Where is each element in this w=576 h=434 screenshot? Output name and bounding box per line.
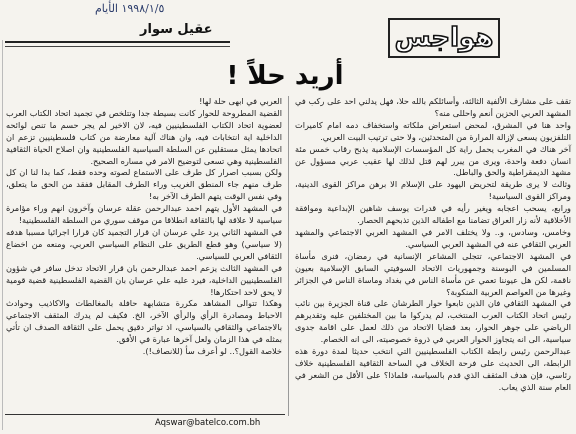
paragraph: وثالث لا يرى طريقة لتحريض اليهود على الإسلام الا برهن مراكز القوى الدينية، ومراكز القوى السياسية! — [295, 179, 571, 202]
paragraph: في المشهد الأول يتهم احمد عبدالرحمن عقلة عرسان وآخرون انهم وراء مؤامرة سياسية لا علاقة لها بالثقافة انطلاقا من موقف سوري من السلطة الفلسطينية! — [6, 203, 282, 226]
paragraph: في المشهد الثقافي فان الذين تابعوا حوار الطرشان على قناة الجزيرة بين نائب رئيس اتحاد الكتاب العرب المنتخب، لم يدركوا ما بين المختلفين عليه وتقديرهم الرياضي على جوهر الحوار، بعد قضايا الاتحاد من ذلك لعمل على اقامة جدوى سياسية، الى انه يتجاوز الحوار العربي في ذروة خصوصيته، الى انه الخصام. — [295, 298, 571, 345]
article-column-left — [6, 96, 282, 358]
paragraph: وخامس، وسادس، و.. ولا يختلف الامر في المشهد العربي الاجتماعي والمشهد العربي الثقافي عنه في المشهد العربي السياسي. — [295, 226, 571, 249]
paragraph: عبدالرحمن رئيس رابطة الكتاب الفلسطينيين التي انتخب حديثا لمدة دورة هذه الرابطة، الى الحديث على فرحة الخلاف في الساحة الثقافية الفلسطينية خلاف رئاسي، فإن هدف المثقف الذي قدم بالسياسة، فلماذا؟ على الأقل من الشعر في العام سنة الذي يعاب. — [295, 346, 571, 392]
column-name: هواجس — [394, 23, 494, 53]
paragraph: في المشهد الاجتماعي، تتجلى المشاعر الإنسانية في رمضان، فنرى مأساة المسلمين في البوسنة وجمهوريات الاتحاد السوفيتي السابق الإسلامية بعيون ناقمة، لكن هل عيوننا تعمي عن مأساة الناس في بغداد وماساة الناس في الجزائر وغيرها من العواصم العربية المنكوبة؟ — [295, 250, 571, 297]
paragraph: القضية المطروحة للحوار كانت بسيطة جدا وتتلخص في تجميد اتحاد الكتاب العرب لعضوية اتحاد الكتاب الفلسطينيين فيه، لان الاخير لم يجر حسم ما تنص لوائحه الداخلية اية انتخابات فيه، وان هناك آلية معارضة من كتاب فلسطينيين تزعم ان اتحادها يمثل مستقلين عن السلطة السياسية الفلسطينية وان اصلاح الحياة الثقافية الفلسطينية وهي تسعى لتوضيح الامر في مساره الصحيح. — [6, 107, 282, 166]
headline-block — [195, 58, 375, 94]
page-edge-rule — [2, 40, 3, 430]
paragraph: تقف على مشارف الألفية الثالثة، وأسائلكم بالله حلا، فهل يدلني احد على ركب في المشهد العربي الحزين أنعم واحللى منه؟ — [295, 96, 571, 118]
paragraph: خلاصة القول؟.. لو أعرف سأ (للانصاف!). — [142, 346, 282, 357]
column-separator — [288, 96, 289, 416]
handwritten-date: ١٩٩٨/١/٥ الأيام — [95, 2, 165, 15]
paragraph: ورابع، يسحب اعجابه ويغير رأيه في قدرات يوسف شاهين الإبداعية وموافقة الأخلاقية لأنه زار العراق تضامنا مع اطفاله الذين تذبحهم الحصار. — [295, 203, 571, 226]
paragraph: آخر هناك في المغرب يحمل راية كل المؤسسات الإسلامية يذبح رقاب خمس مئة انسان دفعة واحدة، ويرى من يبرر لهم قتل لذلك لها عقيب عربي مسؤول عن مشهد الديمقراطية والحق والباطل. — [295, 143, 571, 178]
paragraph: وهكذا تتوالى المشاهد مكررة متشابهة حافلة بالمغالطات والاكاذيب وحوادث الاحباط ومصادرة الرأي والرأي الآخر، الخ. فكيف لم يدرك المثقف الاجتماعي بالاجتماعي والثقافي بالسياسي، اذ تواتر دقيق يحمل على الثقافة الصدف ان تأتي بمثله في هذا الزمان ولعل آخرها عبارة في الأفق. — [6, 298, 282, 345]
headline: أريد حلاً ! — [226, 61, 344, 91]
paragraph: في المشهد الثالث يزعم احمد عبدالرحمن بان قرار الاتحاد تدخل سافر في شؤون الفلسطينيين الداخلية، فيرد عليه علي عرسان بان القضية الفلسطينية قضية قومية لا يحق لاحد احتكارها! — [6, 262, 282, 297]
paragraph: واحد هنا في المشرق، لمحض استعراض ملكاته واستخفاف دمه امام كاميرات التلفزيون يسعى لإزالة المرارة من المتحدثين، ولا حتى ترتيب البيت العربي. — [295, 119, 571, 142]
column-masthead — [388, 18, 500, 58]
header-rule-thin — [5, 46, 230, 47]
paragraph: العربي في ابهى حلة لها! — [199, 96, 282, 106]
author-email: Aqswar@batelco.com.bh — [155, 418, 261, 428]
article-column-right — [295, 96, 571, 394]
footer-rule — [5, 414, 285, 415]
paragraph: في المشهد الثاني يرد علي عرسان ان قرار التجميد كان قرارا اجرائيا مسببا هدفه (لا سياسي) وهو قطع الطريق على النظام السياسي العربي، ومنعه من اخضاع الثقافي العربي للسياسي. — [6, 226, 282, 261]
header-rule — [5, 41, 230, 43]
author-name: عقيل سوار — [140, 22, 213, 37]
paragraph: ولكن بسبب اصرار كل طرف على الاستماع لصوته وحده فقط، كما بدا لنا ان كل طرف منهم جاء المنطق الغريب وراء الطرف المقابل ففقد من الحق ما يتعلق، وفي نفس الوقت يتهم الطرف الآخر به! — [6, 167, 282, 202]
